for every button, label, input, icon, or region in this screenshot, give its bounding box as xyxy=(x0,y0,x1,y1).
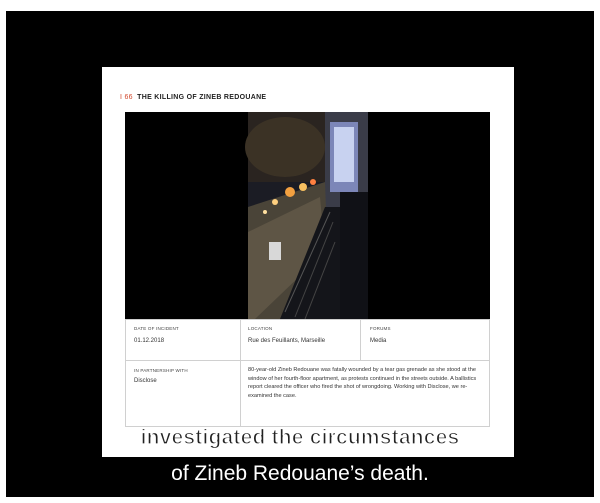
subtitle-line-2: of Zineb Redouane’s death. xyxy=(171,462,429,485)
incident-details-table xyxy=(125,319,490,427)
forums-value: Media xyxy=(370,338,387,344)
subtitle-line-1: investigated the circumstances xyxy=(140,426,460,449)
partner-cell xyxy=(134,368,188,384)
location-value: Rue des Feuillants, Marseille xyxy=(248,338,326,344)
article-title: THE KILLING OF ZINEB REDOUANE xyxy=(137,94,267,101)
video-frame xyxy=(6,11,594,497)
article-card xyxy=(102,67,514,457)
date-cell xyxy=(134,326,179,344)
street-night-image xyxy=(125,112,490,319)
location-cell xyxy=(248,326,325,344)
forums-cell xyxy=(370,326,391,344)
forums-label: FORUMS xyxy=(370,326,391,331)
partner-value: Disclose xyxy=(134,378,157,384)
description-cell xyxy=(248,366,488,400)
date-label: DATE OF INCIDENT xyxy=(134,326,179,331)
partner-label: IN PARTNERSHIP WITH xyxy=(134,368,188,373)
description-text: 80-year-old Zineb Redouane was fatally wounded by a tear gas grenade as she stood at the window of her fourth-floor apartment, as protests continued in the streets outside. A ballistics report cleared the officer who fired the shot of wrongdoing. Working with Disclose, we re-examined the case. xyxy=(248,367,477,399)
page-number: I 66 xyxy=(120,94,133,101)
location-label: LOCATION xyxy=(248,326,273,331)
page-title xyxy=(120,94,266,101)
video-still xyxy=(125,112,490,319)
date-value: 01.12.2018 xyxy=(134,338,165,344)
